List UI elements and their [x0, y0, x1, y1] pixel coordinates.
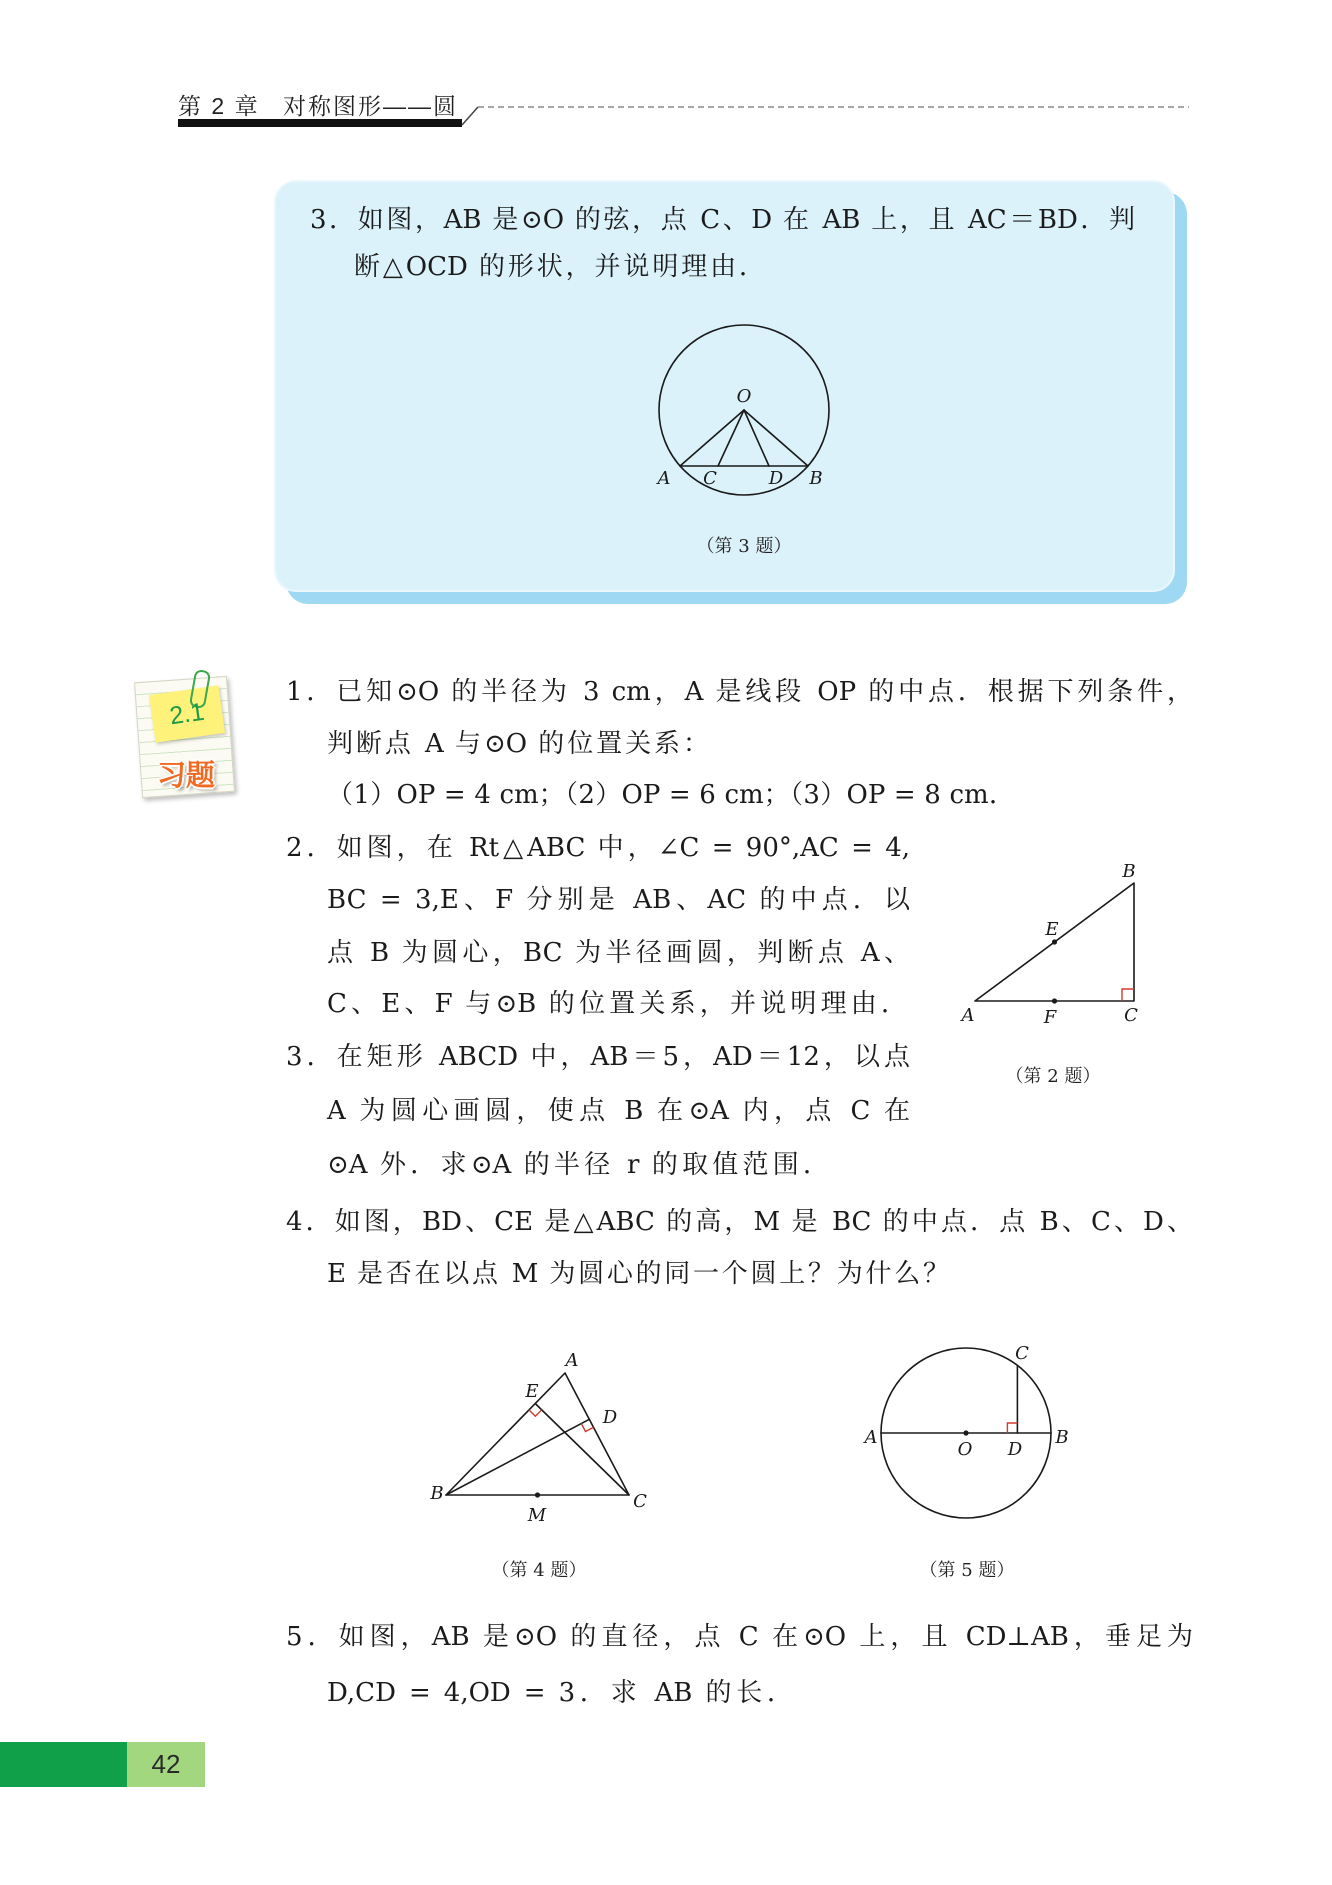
exercise-line: 3．在矩形 ABCD 中，AB＝5，AD＝12，以点	[286, 1042, 910, 1072]
exercise-badge	[132, 660, 240, 800]
footer-green-bar	[0, 1742, 127, 1787]
exercise-section-number: 2.1	[167, 697, 207, 730]
altitude-bd	[446, 1419, 589, 1495]
point-label-c: C	[703, 468, 717, 489]
chapter-title: 对称图形——圆	[283, 93, 458, 119]
practice-line: 断△OCD 的形状，并说明理由．	[354, 252, 765, 282]
point-m	[535, 1492, 540, 1497]
point-label-b: B	[430, 1483, 444, 1504]
segment-oc	[718, 410, 744, 466]
right-angle-mark-c	[1122, 989, 1134, 1001]
practice-line: 3．如图，AB 是⊙O 的弦，点 C、D 在 AB 上，且 AC＝BD．判	[310, 205, 1135, 235]
chapter-number: 第 2 章	[178, 93, 260, 119]
point-label-d: D	[1007, 1439, 1023, 1460]
segment-ob	[744, 410, 808, 466]
right-angle-mark-e	[529, 1410, 542, 1416]
page-number: 42	[127, 1742, 205, 1787]
point-label-b: B	[809, 468, 823, 489]
header-rule	[170, 95, 1200, 135]
figure-exercise-2	[950, 855, 1150, 1035]
figure-caption: （第 5 题）	[919, 1560, 1015, 1581]
exercise-line: 5．如图，AB 是⊙O 的直径，点 C 在⊙O 上，且 CD⊥AB，垂足为	[286, 1622, 1193, 1652]
point-f	[1052, 998, 1057, 1003]
exercise-line: 点 B 为圆心，BC 为半径画圆，判断点 A、	[327, 938, 910, 968]
point-label-a: A	[864, 1427, 878, 1448]
point-label-o: O	[957, 1439, 973, 1460]
point-label-f: F	[1043, 1007, 1057, 1028]
point-label-m: M	[527, 1505, 547, 1526]
exercise-line: ⊙A 外．求⊙A 的半径 r 的取值范围．	[327, 1150, 829, 1180]
exercise-line: C、E、F 与⊙B 的位置关系，并说明理由．	[327, 989, 907, 1019]
exercise-line: E 是否在以点 M 为圆心的同一个圆上？为什么？	[327, 1259, 949, 1289]
segment-oa	[680, 410, 744, 466]
point-label-a: A	[657, 468, 671, 489]
point-label-e: E	[525, 1381, 539, 1402]
header-divider-slash	[462, 107, 478, 125]
exercise-line: 判断点 A 与⊙O 的位置关系：	[327, 729, 709, 759]
point-label-a: A	[961, 1005, 975, 1026]
exercise-line: 1．已知⊙O 的半径为 3 cm，A 是线段 OP 的中点．根据下列条件，	[286, 677, 1193, 707]
exercise-line: D,CD = 4,OD = 3．求 AB 的长．	[327, 1678, 793, 1708]
point-label-o: O	[736, 386, 752, 407]
figure-practice-3	[640, 315, 840, 495]
point-label-b: B	[1055, 1427, 1069, 1448]
header-underline-bar	[178, 119, 462, 127]
point-label-d: D	[768, 468, 784, 489]
figure-caption: （第 4 题）	[491, 1560, 587, 1581]
right-angle-mark-d	[1007, 1423, 1017, 1433]
point-e	[1052, 939, 1057, 944]
exercise-line: 4．如图，BD、CE 是△ABC 的高，M 是 BC 的中点．点 B、C、D、	[286, 1207, 1193, 1237]
exercise-line: （1）OP = 4 cm；（2）OP = 6 cm；（3）OP = 8 cm．	[327, 780, 1015, 810]
point-label-b: B	[1122, 861, 1136, 882]
exercise-line: 2．如图，在 Rt△ABC 中，∠C = 90°,AC = 4,	[286, 833, 910, 863]
exercise-label: 习题	[156, 758, 215, 792]
center-point-o	[963, 1430, 968, 1435]
exercise-line: A 为圆心画圆，使点 B 在⊙A 内，点 C 在	[327, 1096, 910, 1126]
figure-caption: （第 3 题）	[696, 536, 792, 557]
point-label-d: D	[602, 1407, 618, 1428]
point-label-c: C	[1124, 1005, 1138, 1026]
exercise-line: BC = 3,E、F 分别是 AB、AC 的中点．以	[327, 885, 910, 915]
segment-od	[744, 410, 769, 466]
point-label-c: C	[1015, 1343, 1029, 1364]
point-label-c: C	[633, 1491, 647, 1512]
point-label-a: A	[565, 1350, 579, 1371]
figure-caption: （第 2 题）	[1005, 1066, 1101, 1087]
figure-exercise-5	[855, 1335, 1075, 1525]
point-label-e: E	[1045, 919, 1059, 940]
figure-exercise-4	[420, 1340, 660, 1530]
